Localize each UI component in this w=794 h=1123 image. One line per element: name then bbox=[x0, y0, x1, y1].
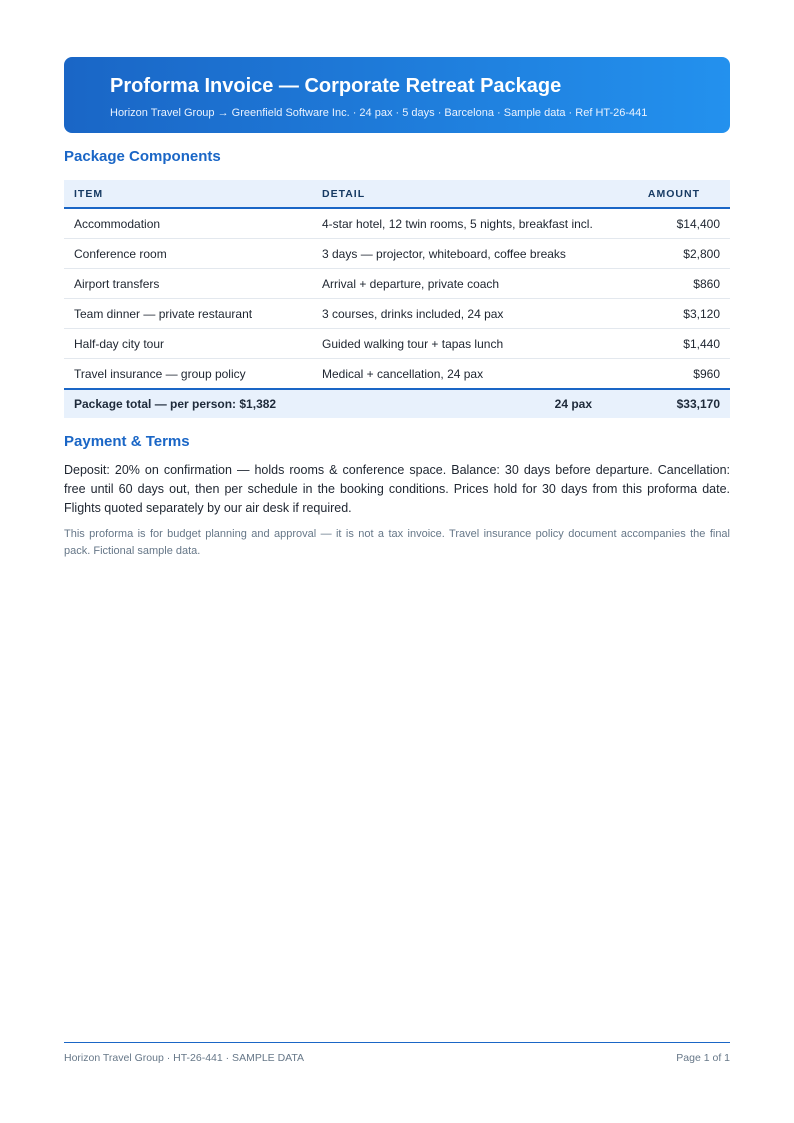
table-row bbox=[64, 359, 730, 390]
row-amount: $960 bbox=[610, 359, 730, 390]
disclaimer-note: This proforma is for budget planning and approval — it is not a tax invoice. Travel insurance policy document accompanies the final pack. Fictional sample data. bbox=[64, 528, 730, 557]
row-detail: 3 days — projector, whiteboard, coffee breaks bbox=[312, 239, 610, 269]
total-amount: $33,170 bbox=[610, 389, 730, 418]
table-row bbox=[64, 239, 730, 269]
table-row bbox=[64, 208, 730, 239]
total-label: Package total — per person: $1,382 bbox=[64, 389, 312, 418]
row-item: Conference room bbox=[64, 239, 312, 269]
row-detail: 4-star hotel, 12 twin rooms, 5 nights, breakfast incl. bbox=[312, 208, 610, 239]
row-item: Airport transfers bbox=[64, 269, 312, 299]
page-title: Proforma Invoice — Corporate Retreat Package bbox=[110, 75, 562, 97]
page-footer bbox=[64, 1042, 730, 1064]
row-item: Team dinner — private restaurant bbox=[64, 299, 312, 329]
row-detail: Arrival + departure, private coach bbox=[312, 269, 610, 299]
total-pax: 24 pax bbox=[312, 389, 610, 418]
page-subtitle: Horizon Travel Group → Greenfield Software Inc. · 24 pax · 5 days · Barcelona · Sample data · Ref HT-26-441 bbox=[110, 107, 648, 119]
table-row bbox=[64, 329, 730, 359]
row-amount: $860 bbox=[610, 269, 730, 299]
table-row bbox=[64, 299, 730, 329]
row-item: Half-day city tour bbox=[64, 329, 312, 359]
payment-terms: Deposit: 20% on confirmation — holds rooms & conference space. Balance: 30 days before departure. Cancellation: free until 60 days out, then per schedule in the booking conditions. Prices hold for 30 days from this proforma date. Flights quoted separately by our air desk if required. bbox=[64, 463, 730, 515]
column-header-item: ITEM bbox=[64, 180, 312, 208]
column-header-amount: AMOUNT bbox=[610, 180, 730, 208]
row-detail: 3 courses, drinks included, 24 pax bbox=[312, 299, 610, 329]
header-banner bbox=[64, 57, 730, 133]
document-page bbox=[64, 57, 730, 560]
components-table bbox=[64, 180, 730, 418]
row-amount: $2,800 bbox=[610, 239, 730, 269]
payment-heading: Payment & Terms bbox=[64, 433, 190, 450]
table-header-row bbox=[64, 180, 730, 208]
row-item: Travel insurance — group policy bbox=[64, 359, 312, 390]
footer-left: Horizon Travel Group · HT-26-441 · SAMPLE DATA bbox=[64, 1052, 305, 1064]
table-row bbox=[64, 269, 730, 299]
row-detail: Guided walking tour + tapas lunch bbox=[312, 329, 610, 359]
row-detail: Medical + cancellation, 24 pax bbox=[312, 359, 610, 390]
row-item: Accommodation bbox=[64, 208, 312, 239]
column-header-detail: DETAIL bbox=[312, 180, 610, 208]
row-amount: $3,120 bbox=[610, 299, 730, 329]
row-amount: $1,440 bbox=[610, 329, 730, 359]
total-row bbox=[64, 389, 730, 418]
components-heading: Package Components bbox=[64, 148, 221, 165]
row-amount: $14,400 bbox=[610, 208, 730, 239]
page-number: Page 1 of 1 bbox=[676, 1052, 730, 1064]
